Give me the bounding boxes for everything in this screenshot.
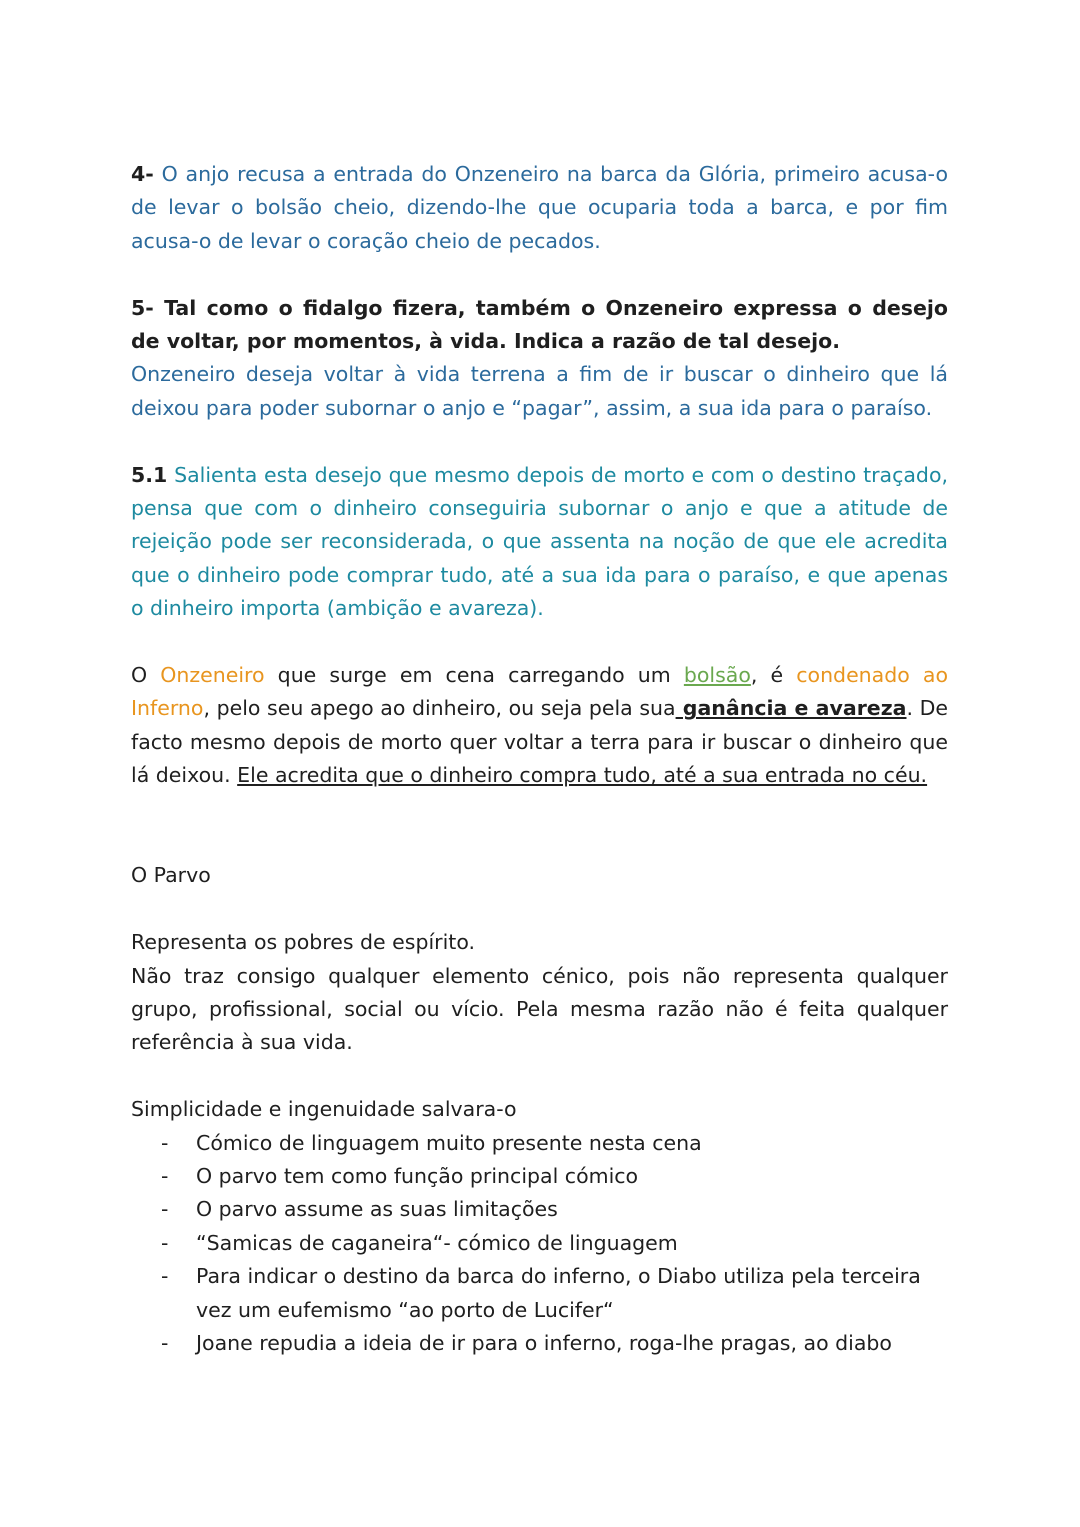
acredita-highlight: Ele acredita que o dinheiro compra tudo, até a sua entrada no céu. (237, 763, 928, 788)
list-item (131, 1327, 948, 1360)
list-item-text: Cómico de linguagem muito presente nesta cena (196, 1130, 702, 1155)
dash-marker: - (161, 1197, 169, 1222)
q51-answer: Salienta esta desejo que mesmo depois de morto e com o destino traçado, pensa que com o dinheiro conseguiria subornar o anjo e que a atitude de rejeição pode ser reconsiderada, o que assenta na noção de que ele acredita que o dinheiro pode comprar tudo, até a sua ida para o paraíso, e que apenas o dinheiro importa (ambição e avareza). (131, 462, 948, 621)
list-item-text: Para indicar o destino da barca do inferno, o Diabo utiliza pela terceira vez um eufemismo “ao porto de Lucifer“ (196, 1264, 921, 1322)
parvo-simplicidade: Simplicidade e ingenuidade salvara-o (131, 1097, 517, 1122)
spacer (131, 425, 948, 458)
q4-number: 4- (131, 162, 154, 186)
bolsao-highlight: bolsão (683, 663, 751, 688)
condenado-highlight: condenado ao Inferno (131, 663, 948, 721)
parvo-represents: Representa os pobres de espírito. (131, 930, 476, 955)
list-item-text: O parvo tem como função principal cómico (196, 1164, 639, 1189)
dash-marker: - (161, 1331, 169, 1356)
spacer (131, 793, 948, 826)
onzeneiro-name: Onzeneiro (160, 663, 265, 688)
list-item-text: “Samicas de caganeira“- cómico de linguagem (196, 1230, 678, 1255)
list-item (131, 1193, 948, 1226)
q51-number: 5.1 (131, 462, 168, 487)
list-item (131, 1227, 948, 1260)
q4-paragraph (131, 158, 948, 258)
ganancia-highlight: ganância e avareza (675, 696, 907, 721)
spacer (131, 893, 948, 926)
spacer (131, 258, 948, 291)
dash-marker: - (161, 1130, 169, 1155)
parvo-description: Não traz consigo qualquer elemento cénico, pois não representa qualquer grupo, profissional, social ou vício. Pela mesma razão não é feita qualquer referência à sua vida. (131, 963, 948, 1055)
onzeneiro-paragraph (131, 659, 948, 793)
list-item (131, 1260, 948, 1327)
document-page (131, 158, 948, 1361)
dash-marker: - (161, 1264, 169, 1289)
list-item-text: O parvo assume as suas limitações (196, 1197, 558, 1222)
parvo-bullet-list (131, 1127, 948, 1361)
spacer (131, 826, 948, 859)
q51-paragraph (131, 459, 948, 626)
onzeneiro-text-2: que surge em cena carregando um (264, 663, 684, 688)
parvo-title: O Parvo (131, 863, 211, 888)
onzeneiro-text-5: . De facto mesmo depois de morto quer voltar a terra para ir buscar o dinheiro que lá deixou. (131, 696, 948, 788)
onzeneiro-text-1: O (131, 663, 161, 688)
q5-answer: Onzeneiro deseja voltar à vida terrena a fim de ir buscar o dinheiro que lá deixou para poder subornar o anjo e “pagar”, assim, a sua ida para o paraíso. (131, 362, 948, 420)
list-item-text: Joane repudia a ideia de ir para o inferno, roga-lhe pragas, ao diabo (196, 1331, 892, 1356)
list-item (131, 1160, 948, 1193)
dash-marker: - (161, 1164, 169, 1189)
q4-answer: O anjo recusa a entrada do Onzeneiro na barca da Glória, primeiro acusa-o de levar o bolsão cheio, dizendo-lhe que ocuparia toda a barca, e por fim acusa-o de levar o coração cheio de pecados. (131, 162, 948, 253)
spacer (131, 1060, 948, 1093)
onzeneiro-text-4: , pelo seu apego ao dinheiro, ou seja pela sua (203, 696, 676, 721)
q5-question: 5- Tal como o fidalgo fizera, também o Onzeneiro expressa o desejo de voltar, por momentos, à vida. Indica a razão de tal desejo. (131, 295, 948, 354)
onzeneiro-text-3: , é (750, 663, 797, 688)
list-item (131, 1127, 948, 1160)
dash-marker: - (161, 1230, 169, 1255)
spacer (131, 626, 948, 659)
